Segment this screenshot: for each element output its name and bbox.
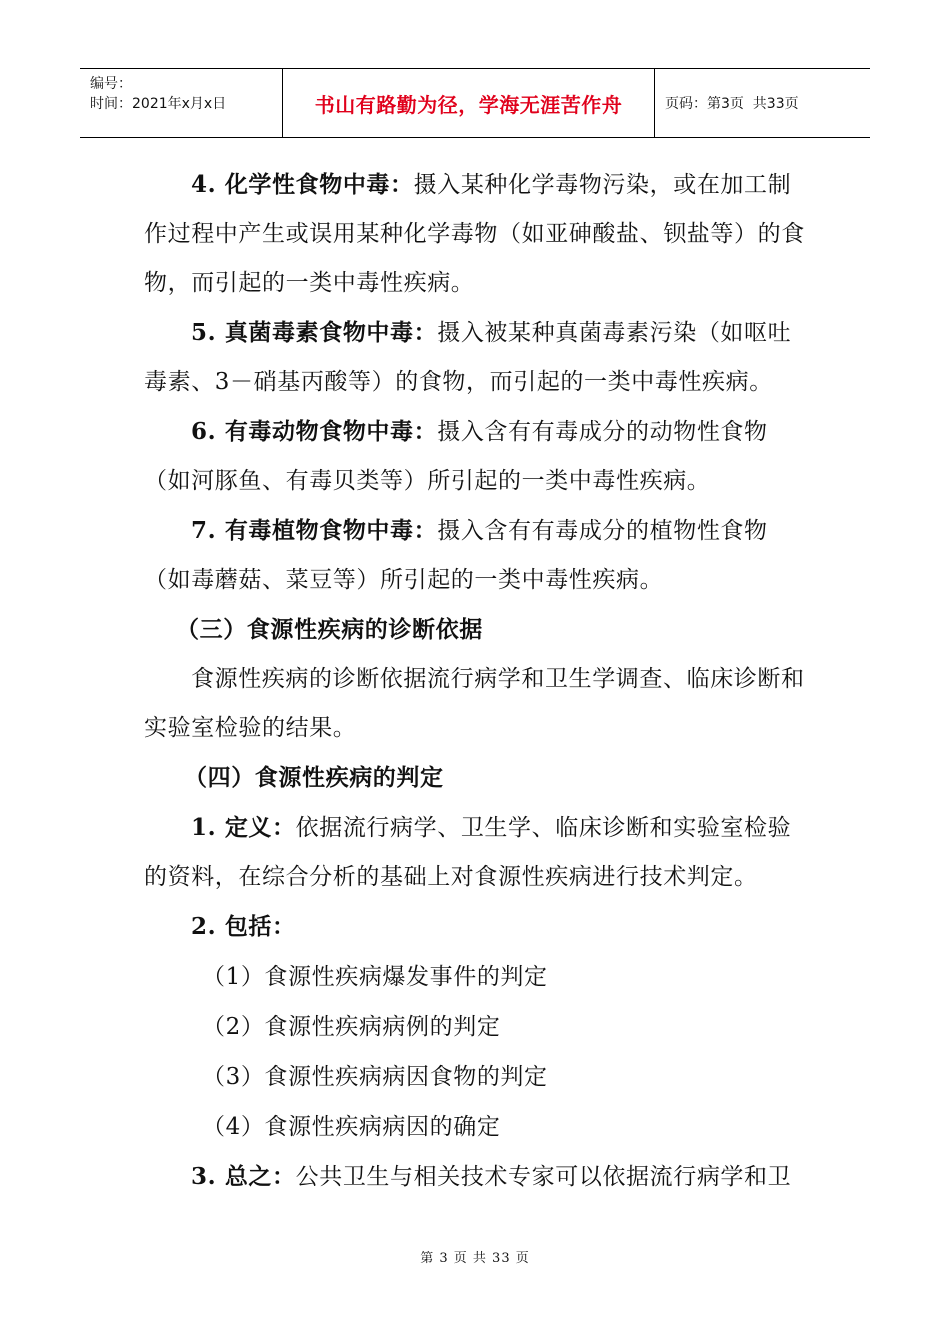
paragraph-text: 摄入某种化学毒物污染，或在加工制作过程中产生或误用某种化学毒物（如亚砷酸盐、钡盐等）的食物，而引起的一类中毒性疾病。: [144, 172, 805, 296]
paragraph-text: 公共卫生与相关技术专家可以依据流行病学和卫: [295, 1164, 792, 1190]
paragraph-heading: 1. 定义：: [191, 814, 296, 841]
paragraph-heading: 5. 真菌毒素食物中毒：: [191, 319, 438, 346]
section-heading-determination: （四）食源性疾病的判定: [184, 764, 444, 791]
paragraph-text: 摄入含有有毒成分的植物性食物（如毒蘑菇、菜豆等）所引起的一类中毒性疾病。: [144, 518, 768, 593]
paragraph-heading: 7. 有毒植物食物中毒：: [191, 517, 438, 544]
page-header: [80, 68, 870, 138]
page-footer: 第 3 页 共 33 页: [420, 1251, 530, 1266]
paragraph-text: 摄入被某种真菌毒素污染（如呕吐毒素、3－硝基丙酸等）的食物，而引起的一类中毒性疾病。: [144, 320, 792, 395]
paragraph-includes-heading: 2. 包括：: [191, 913, 296, 940]
header-meta: [80, 69, 283, 137]
list-item: （3）食源性疾病病因食物的判定: [202, 1064, 548, 1090]
paragraph-heading: 6. 有毒动物食物中毒：: [191, 418, 438, 445]
header-number-label: 编号：: [90, 76, 132, 92]
paragraph-text: 依据流行病学、卫生学、临床诊断和实验室检验的资料，在综合分析的基础上对食源性疾病进行技术判定。: [144, 815, 792, 890]
paragraph-heading: 4. 化学性食物中毒：: [191, 171, 414, 198]
header-time-label: 时间：2021年x月x日: [90, 96, 227, 112]
list-item: （2）食源性疾病病例的判定: [202, 1014, 501, 1040]
paragraph-summary: [144, 1152, 809, 1202]
header-page-info: 页码：第3页 共33页: [665, 96, 799, 112]
paragraph-heading: 3. 总之：: [191, 1163, 296, 1190]
header-motto: 书山有路勤为径，学海无涯苦作舟: [283, 69, 655, 137]
list-item: （4）食源性疾病病因的确定: [202, 1114, 501, 1140]
document-body: [144, 160, 809, 1202]
paragraph-definition: [144, 803, 809, 902]
paragraph-diagnosis-basis: 食源性疾病的诊断依据流行病学和卫生学调查、临床诊断和实验室检验的结果。: [144, 666, 805, 741]
paragraph-chemical-poisoning: [144, 160, 809, 308]
paragraph-plant-poisoning: [144, 506, 809, 605]
paragraph-fungal-toxin-poisoning: [144, 308, 809, 407]
section-heading-diagnosis: （三）食源性疾病的诊断依据: [176, 616, 483, 643]
list-item: （1）食源性疾病爆发事件的判定: [202, 964, 548, 990]
paragraph-text: 摄入含有有毒成分的动物性食物（如河豚鱼、有毒贝类等）所引起的一类中毒性疾病。: [144, 419, 768, 494]
paragraph-animal-poisoning: [144, 407, 809, 506]
